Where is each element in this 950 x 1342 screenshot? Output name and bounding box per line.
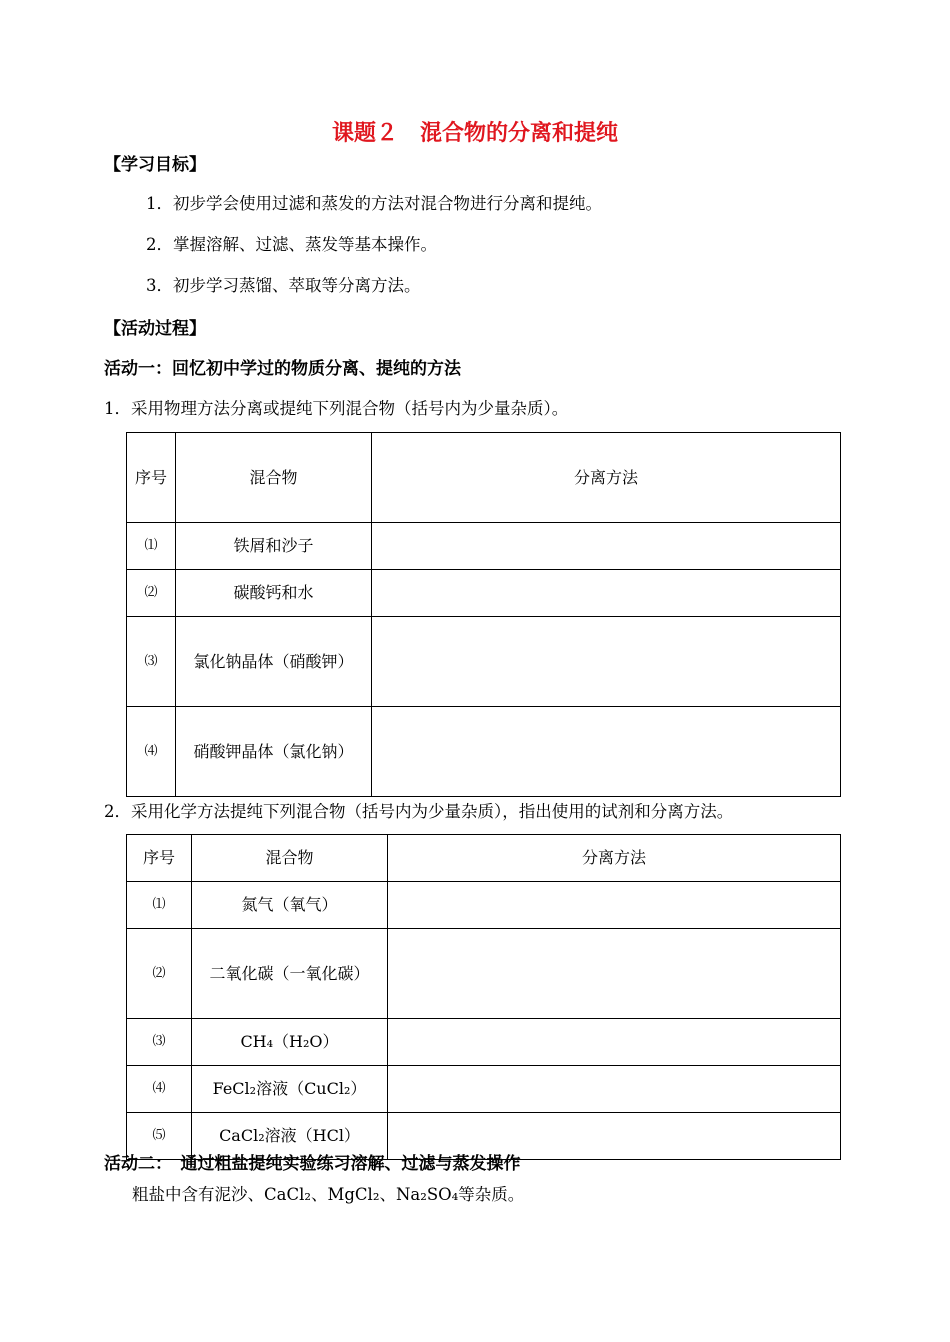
process-heading: 【活动过程】 bbox=[104, 319, 206, 339]
row-method-cell[interactable] bbox=[372, 570, 841, 617]
header-number: 序号 bbox=[127, 433, 176, 523]
row-mixture: CaCl₂溶液（HCl） bbox=[192, 1113, 388, 1160]
row-number: ⑴ bbox=[127, 523, 176, 570]
row-number: ⑵ bbox=[127, 570, 176, 617]
table-row bbox=[127, 882, 841, 929]
chemical-separation-table bbox=[126, 834, 841, 1160]
row-method-cell[interactable] bbox=[372, 523, 841, 570]
objectives-heading: 【学习目标】 bbox=[104, 155, 206, 175]
row-mixture: 氯化钠晶体（硝酸钾） bbox=[176, 617, 372, 707]
row-number: ⑶ bbox=[127, 1019, 192, 1066]
table-row bbox=[127, 929, 841, 1019]
header-method: 分离方法 bbox=[372, 433, 841, 523]
row-mixture: 硝酸钾晶体（氯化钠） bbox=[176, 707, 372, 797]
row-number: ⑸ bbox=[127, 1113, 192, 1160]
row-mixture: 碳酸钙和水 bbox=[176, 570, 372, 617]
row-mixture: 铁屑和沙子 bbox=[176, 523, 372, 570]
row-method-cell[interactable] bbox=[388, 929, 841, 1019]
table-row bbox=[127, 523, 841, 570]
table-row bbox=[127, 570, 841, 617]
row-method-cell[interactable] bbox=[388, 882, 841, 929]
header-mixture: 混合物 bbox=[176, 433, 372, 523]
row-number: ⑶ bbox=[127, 617, 176, 707]
row-method-cell[interactable] bbox=[388, 1066, 841, 1113]
page-title: 课题２ 混合物的分离和提纯 bbox=[331, 121, 618, 146]
table-header-row bbox=[127, 835, 841, 882]
header-method: 分离方法 bbox=[388, 835, 841, 882]
row-method-cell[interactable] bbox=[388, 1019, 841, 1066]
table-row bbox=[127, 1066, 841, 1113]
row-method-cell[interactable] bbox=[372, 617, 841, 707]
activity1-question-2: 2．采用化学方法提纯下列混合物（括号内为少量杂质），指出使用的试剂和分离方法。 bbox=[104, 802, 734, 821]
header-mixture: 混合物 bbox=[192, 835, 388, 882]
objective-item-2: 2．掌握溶解、过滤、蒸发等基本操作。 bbox=[146, 235, 437, 254]
activity2-heading: 活动二： 通过粗盐提纯实验练习溶解、过滤与蒸发操作 bbox=[104, 1154, 521, 1174]
objective-item-1: 1．初步学会使用过滤和蒸发的方法对混合物进行分离和提纯。 bbox=[146, 194, 602, 213]
physical-separation-table bbox=[126, 432, 841, 797]
activity1-heading: 活动一：回忆初中学过的物质分离、提纯的方法 bbox=[104, 359, 461, 379]
row-mixture: CH₄（H₂O） bbox=[192, 1019, 388, 1066]
row-number: ⑴ bbox=[127, 882, 192, 929]
row-number: ⑷ bbox=[127, 707, 176, 797]
table-row bbox=[127, 707, 841, 797]
table-row bbox=[127, 617, 841, 707]
table-header-row bbox=[127, 433, 841, 523]
objective-item-3: 3．初步学习蒸馏、萃取等分离方法。 bbox=[146, 276, 421, 295]
row-mixture: FeCl₂溶液（CuCl₂） bbox=[192, 1066, 388, 1113]
activity1-question-1: 1．采用物理方法分离或提纯下列混合物（括号内为少量杂质）。 bbox=[104, 399, 569, 418]
activity2-text: 粗盐中含有泥沙、CaCl₂、MgCl₂、Na₂SO₄等杂质。 bbox=[132, 1185, 525, 1204]
row-mixture: 二氧化碳（一氧化碳） bbox=[192, 929, 388, 1019]
row-mixture: 氮气（氧气） bbox=[192, 882, 388, 929]
header-number: 序号 bbox=[127, 835, 192, 882]
row-number: ⑷ bbox=[127, 1066, 192, 1113]
table-row bbox=[127, 1019, 841, 1066]
row-method-cell[interactable] bbox=[372, 707, 841, 797]
row-number: ⑵ bbox=[127, 929, 192, 1019]
